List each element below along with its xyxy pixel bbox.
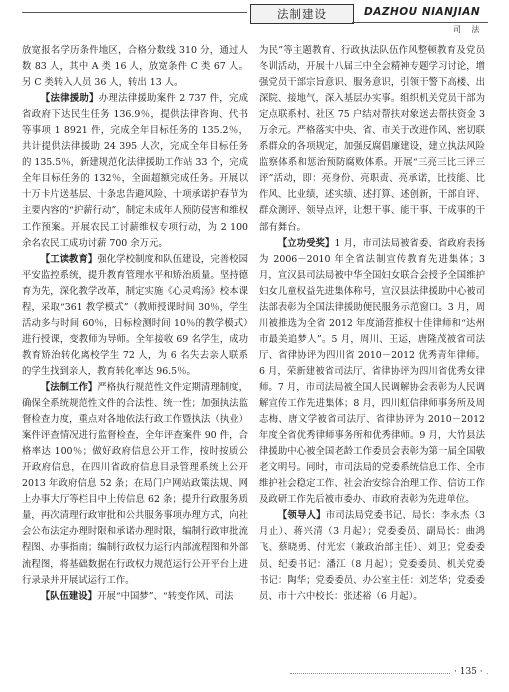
section-heading: 【立功受奖】 [277, 237, 335, 249]
paragraph [22, 91, 248, 251]
paragraph-text: 为民”等主题教育、行政执法队伍作风整顿教育及党员冬训活动，开展十八届三中全会精神专题学习讨论，增强党员干部宗旨意识、服务意识，引领干警下高楼、出深院、接地气，深入基层办实事。组织机关党员干部为定点联系村、社区 75 户结对帮扶对象送去帮扶资金 3 万余元。严格落实中央、省、市关于改进作风、密切联系群众的各项规定，加强反腐倡廉建设，建立执法风险监察体系和惩治预防腐败体系。开展“三亮三比三评三评”活动，即：亮身份、亮职责、亮承诺，比技能、比作风、比业绩，述实绩、述打算、述创新，干部自评、群众测评、领导点评，让想干事、能干事、干成事的干部有舞台。 [259, 45, 485, 233]
paragraph-text: 开展“中国梦”、“转变作风、司法 [97, 590, 234, 602]
paragraph-text: 放宽报名学历条件地区，合格分数线 310 分，通过人数 83 人，其中 A 类 16 人，放宽条件 C 类 67 人。另 C 类转入人员 36 人，转出 13 人。 [22, 45, 248, 89]
paragraph-text: 市司法局党委书记、局长：李永杰（3 月止）、蒋兴清（3 月起）；党委委员、副局长：曲鸿飞、蔡晓勇、付光宏（兼政治部主任）、刘卫；党委委员、纪委书记：潘江（8 月起）；党委委员、机关党委书记：陶华；党委委员、办公室主任：刘芝华；党委委员、市十六中校长：张述裕（6 月起）。 [259, 510, 485, 602]
section-title: 法制建设 [250, 4, 354, 24]
paragraph [259, 236, 485, 509]
paragraph [259, 43, 485, 236]
section-heading: 【工读教育】 [40, 253, 98, 265]
subsection-title: 司 法 [453, 25, 484, 34]
paragraph-text: 强化学校制度和队伍建设，完善校园平安监控系统，提升教育管理水平和矫治质量。坚持德育为先，深化教学改革，制定实施《心灵鸡汤》校本课程，采取“361 教学模式”（教师授课时间 30％，学生活动多与时间 60％，日标检测时间 10％的教学模式）进行授课，变教师为导师。全年接收 69 名学生，成功教育矫治转化离校学生 72 人，为 6 名失去亲人联系的学生找到亲人，教育转化率达 96.5％。 [22, 253, 248, 377]
page-number: · 135 · [451, 667, 486, 677]
paragraph [22, 589, 248, 605]
paragraph [22, 380, 248, 589]
header-rule-left [22, 12, 247, 13]
page-header [0, 0, 509, 36]
section-heading: 【队伍建设】 [40, 590, 98, 602]
section-heading: 【法制工作】 [40, 381, 98, 393]
paragraph [22, 252, 248, 380]
paragraph [259, 508, 485, 604]
journal-name: DAZHOU NIANJIAN [364, 6, 481, 18]
header-rule-right [352, 22, 488, 23]
paragraph-text: 1 月，市司法局被省委、省政府表扬为 2006－2010 年全省法制宣传教育先进集体；3 月，宣汉县司法局被中华全国妇女联合会授予全国维护妇女儿童权益先进集体称号，宣汉县法律援助中心被司法部表彰为全国法律援助便民服务示范窗口。3 月，周川被推选为全省 2012 年度涌营推权十佳律师和“达州市最美追梦人”。5 月，周川、王运，唐隆茂被省司法厅、省律协评为四川省 2010－2012 优秀青年律师。6 月，荣新建被省司法厅、省律协评为四川省优秀女律师。7 月，市司法局被全国人民调解协会表彰为人民调解宣传工作先进集体；8 月，四川虹信律师事务所及周志梅、唐文学被省司法厅、省律协评为 2010－2012 年度全省优秀律师事务所和优秀律师。9 月，大竹县法律援助中心被全国老龄工作委员会表彰为第一届全国敬老文明号。同时，市司法局的党委系统信息工作、全市维护社会稳定工作、社会治安综合治理工作、信访工作及政研工作先后被市委办、市政府表彰为先进单位。 [259, 237, 485, 506]
paragraph-text: 严格执行规范性文件定期清理制度，确保全系统规范性文件的合法性、统一性；加强执法监督检查力度，重点对各地依法行政工作暨执法（执业）案件评查情况进行监督检查，全年评查案件 90 件，合格率达 100％；做好政府信息公开工作，按时按质公开政府信息，在四川省政府信息目录管理系统上公开 2013 年政府信息 52 条；在局门户网站政策法规、网上办事大厅等栏目中上传信息 62 条；提升行政服务质量，再次清理行政审批和公共服务事项办理方式，向社会公布法定办理时限和承诺办理时限，编制行政审批流程图、办事指南；编制行政权力运行内部流程图和外部流程图，将基础数据在行政权力规范运行公开平台上进行录录并开展试运行工作。 [22, 381, 248, 586]
section-heading: 【法律援助】 [40, 93, 99, 105]
section-heading: 【领导人】 [277, 510, 326, 522]
right-column [259, 43, 485, 605]
paragraph-text: 办理法律援助案件 2 737 件，完成省政府下达民生任务 136.9％，提供法律咨询、代书等事项 1 8921 件，完成全年目标任务的 135.2％，共计提供法律援助 24 395 人次，完成全年目标任务的 135.5％，新建规范化法律援助工作站 33 个，完成全年目标任务的 132％，全面超额完成任务。开展以十万卡片送基层、十条忠告避风险、十项承诺护春节为主要内容的“护薪行动”，制定未成年人预防侵害和维权工作预案。开展农民工讨薪维权专项行动，为 2 100 余名农民工成功讨薪 700 余万元。 [22, 93, 248, 249]
left-column [22, 43, 248, 605]
paragraph [22, 43, 248, 91]
